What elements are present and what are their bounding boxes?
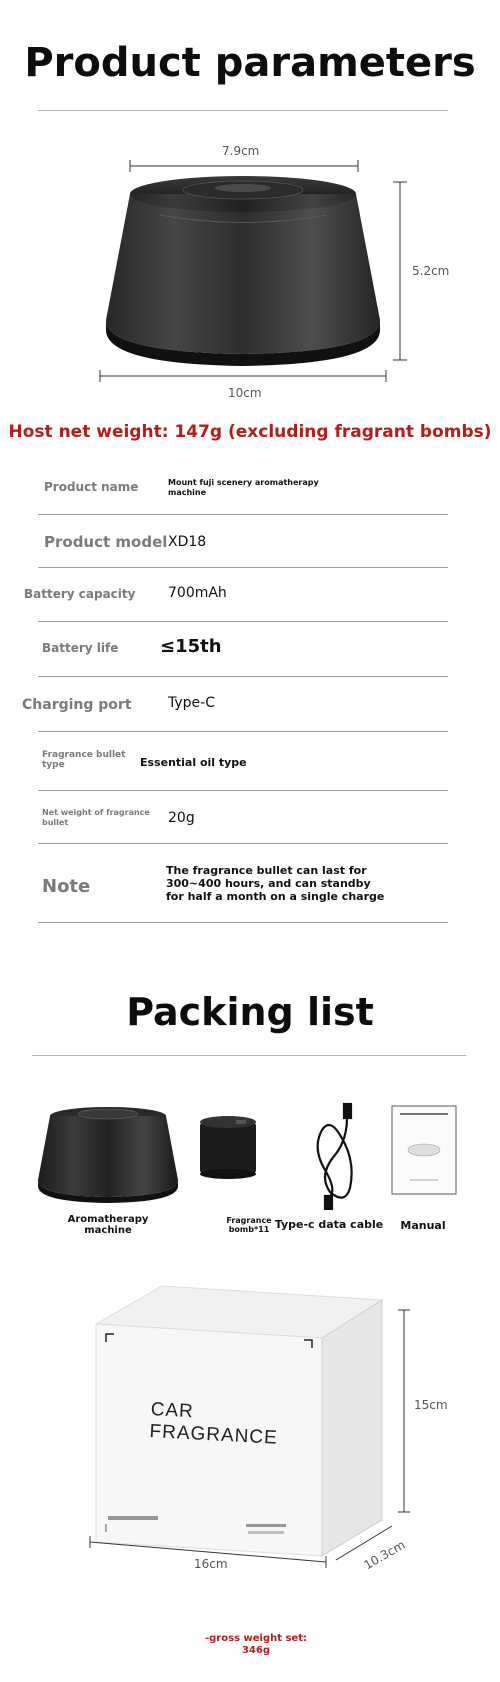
packing-item-bomb-label: Fragrance bomb*11 xyxy=(226,1216,272,1234)
spec-value-fragrance-bullet-type: Essential oil type xyxy=(140,756,247,769)
fragrance-bomb-image xyxy=(200,1116,256,1179)
packing-item-machine-label: Aromatherapy machine xyxy=(67,1214,149,1236)
spec-label-battery-capacity: Battery capacity xyxy=(24,587,136,601)
packing-divider xyxy=(32,1055,466,1056)
spec-divider xyxy=(38,790,448,791)
dim-height: 5.2cm xyxy=(412,264,450,278)
data-cable-image xyxy=(318,1104,352,1210)
spec-value-note: The fragrance bullet can last for 300~400 hours, and can standby for half a month on a single charge xyxy=(166,864,385,903)
spec-divider xyxy=(38,514,448,515)
spec-label-product-model: Product model xyxy=(44,533,168,551)
spec-label-note: Note xyxy=(42,876,91,897)
spec-value-product-model: XD18 xyxy=(168,534,207,550)
spec-label-battery-life: Battery life xyxy=(42,641,119,655)
spec-value-battery-capacity: 700mAh xyxy=(168,585,227,601)
spec-value-charging-port: Type-C xyxy=(168,695,215,711)
title-divider xyxy=(38,110,448,111)
spec-label-product-name: Product name xyxy=(44,480,139,494)
net-weight-note: Host net weight: 147g (excluding fragrant bombs) xyxy=(8,422,492,442)
spec-divider xyxy=(38,567,448,568)
spec-divider xyxy=(38,731,448,732)
box-text-fragrance: FRAGRANCE xyxy=(149,1421,279,1449)
spec-label-fragrance-bullet-type: Fragrance bullet type xyxy=(42,750,126,770)
aromatherapy-machine-image xyxy=(38,1107,178,1203)
spec-value-product-name: Mount fuji scenery aromatherapy machine xyxy=(168,478,319,497)
packing-items-illustration xyxy=(0,1100,500,1210)
spec-value-battery-life: ≤15th xyxy=(160,636,222,657)
packing-item-manual-label: Manual xyxy=(400,1219,446,1232)
spec-label-net-weight-bullet: Net weight of fragrance bullet xyxy=(42,808,150,827)
manual-image xyxy=(392,1106,456,1194)
box-dim-depth: 10.3cm xyxy=(361,1537,408,1573)
spec-divider xyxy=(38,922,448,923)
spec-divider xyxy=(38,843,448,844)
box-dim-width: 16cm xyxy=(194,1557,228,1571)
packing-title: Packing list xyxy=(126,990,374,1034)
gross-weight-note: -gross weight set: 346g xyxy=(205,1633,307,1656)
spec-divider xyxy=(38,676,448,677)
spec-divider xyxy=(38,621,448,622)
dim-width-bottom: 10cm xyxy=(228,386,262,400)
dim-width-top: 7.9cm xyxy=(222,144,260,158)
packing-item-cable-label: Type-c data cable xyxy=(274,1218,384,1231)
box-text-car: CAR xyxy=(150,1399,195,1423)
spec-value-net-weight-bullet: 20g xyxy=(168,810,195,826)
spec-label-charging-port: Charging port xyxy=(22,697,132,713)
box-dim-height: 15cm xyxy=(414,1398,448,1412)
page-title: Product parameters xyxy=(24,40,476,86)
